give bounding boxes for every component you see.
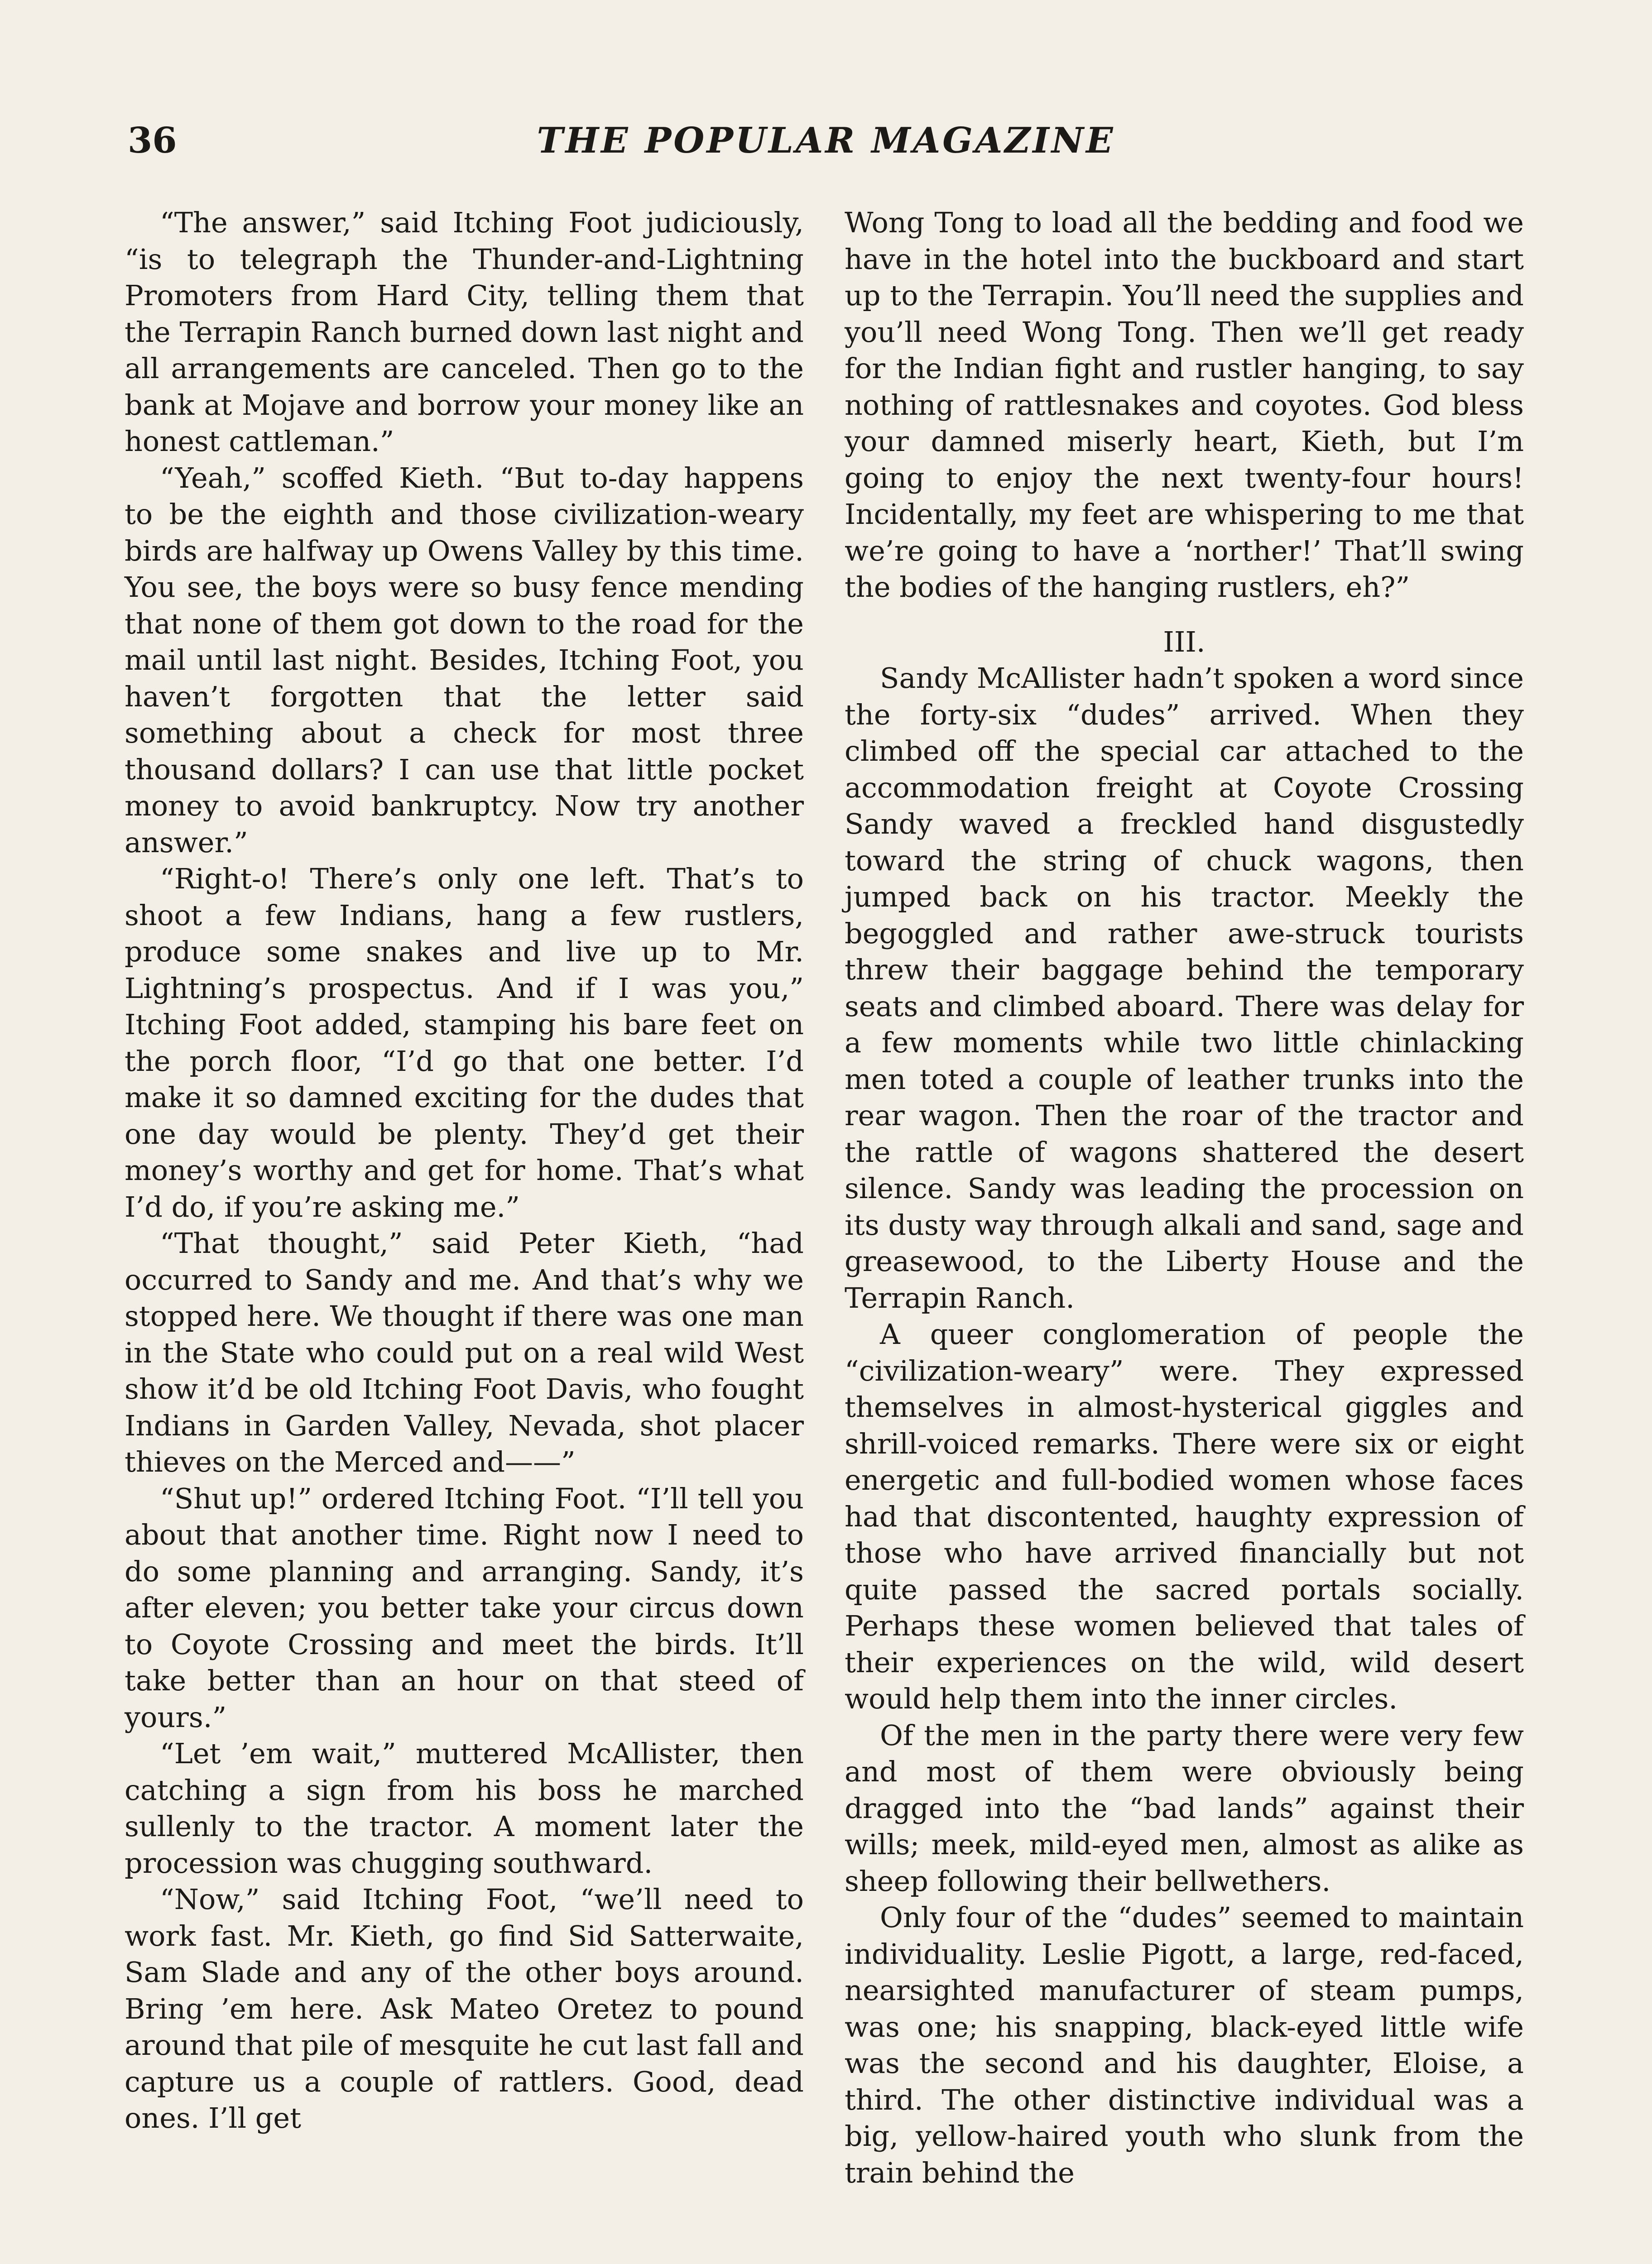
left-column xyxy=(125,205,804,2137)
paragraph: “The answer,” said Itching Foot judiciously, “is to telegraph the Thunder-and-Lightning Promoters from Hard City, telling them that the Terrapin Ranch burned down last night and all arrangements are canceled. Then go to the bank at Mojave and borrow your money like an honest cattleman.” xyxy=(125,206,804,458)
paragraph: Only four of the “dudes” seemed to maintain individuality. Leslie Pigott, a large, red-faced, nearsighted manufacturer of steam pumps, was one; his snapping, black-eyed little wife was the second and his daughter, Eloise, a third. The other distinctive individual was a big, yellow-haired youth who slunk from the train behind the xyxy=(845,1901,1524,2189)
paragraph: “Now,” said Itching Foot, “we’ll need to work fast. Mr. Kieth, go find Sid Satterwaite, Sam Slade and any of the other boys around. Bring ’em here. Ask Mateo Oretez to pound around that pile of mesquite he cut last fall and capture us a couple of rattlers. Good, dead ones. I’ll get xyxy=(125,1883,804,2134)
paragraph: A queer conglomeration of people the “civilization-weary” were. They expressed themselves in almost-hysterical giggles and shrill-voiced remarks. There were six or eight energetic and full-bodied women whose faces had that discontented, haughty expression of those who have arrived financially but not quite passed the sacred portals socially. Perhaps these women believed that tales of their experiences on the wild, wild desert would help them into the inner circles. xyxy=(845,1318,1524,1715)
running-head: THE POPULAR MAGAZINE xyxy=(537,120,1115,161)
section-heading: III. xyxy=(1163,625,1205,658)
paragraph: “Shut up!” ordered Itching Foot. “I’ll tell you about that another time. Right now I need to do some planning and arranging. Sandy, it’s after eleven; you better take your circus down to Coyote Crossing and meet the birds. It’ll take better than an hour on that steed of yours.” xyxy=(125,1482,804,1734)
page-number: 36 xyxy=(128,120,177,161)
paragraph: “Right-o! There’s only one left. That’s to shoot a few Indians, hang a few rustlers, produce some snakes and live up to Mr. Lightning’s prospectus. And if I was you,” Itching Foot added, stamping his bare feet on the porch floor, “I’d go that one better. I’d make it so damned exciting for the dudes that one day would be plenty. They’d get their money’s worthy and get for home. That’s what I’d do, if you’re asking me.” xyxy=(125,862,804,1223)
paragraph: Of the men in the party there were very few and most of them were obviously being dragged into the “bad lands” against their wills; meek, mild-eyed men, almost as alike as sheep following their bellwethers. xyxy=(845,1718,1524,1898)
paragraph: “Yeah,” scoffed Kieth. “But to-day happens to be the eighth and those civilization-weary birds are halfway up Owens Valley by this time. You see, the boys were so busy fence mending that none of them got down to the road for the mail until last night. Besides, Itching Foot, you haven’t forgotten that the letter said something about a check for most three thousand dollars? I can use that little pocket money to avoid bankruptcy. Now try another answer.” xyxy=(125,461,804,859)
right-column xyxy=(845,205,1524,2191)
paragraph: “That thought,” said Peter Kieth, “had occurred to Sandy and me. And that’s why we stopped here. We thought if there was one man in the State who could put on a real wild West show it’d be old Itching Foot Davis, who fought Indians in Garden Valley, Nevada, shot placer thieves on the Merced and——” xyxy=(125,1227,804,1478)
continued-paragraph: Wong Tong to load all the bedding and food we have in the hotel into the buckboard and start up to the Terrapin. You’ll need the supplies and you’ll need Wong Tong. Then we’ll get ready for the Indian fight and rustler hanging, to say nothing of rattlesnakes and coyotes. God bless your damned miserly heart, Kieth, but I’m going to enjoy the next twenty-four hours! Incidentally, my feet are whispering to me that we’re going to have a ‘norther!’ That’ll swing the bodies of the hanging rustlers, eh?” xyxy=(845,206,1524,604)
paragraph: “Let ’em wait,” muttered McAllister, then catching a sign from his boss he marched sullenly to the tractor. A moment later the procession was chugging southward. xyxy=(125,1737,804,1880)
paragraph: Sandy McAllister hadn’t spoken a word since the forty-six “dudes” arrived. When they climbed off the special car attached to the accommodation freight at Coyote Crossing Sandy waved a freckled hand disgustedly toward the string of chuck wagons, then jumped back on his tractor. Meekly the begoggled and rather awe-struck tourists threw their baggage behind the temporary seats and climbed aboard. There was delay for a few moments while two little chinlacking men toted a couple of leather trunks into the rear wagon. Then the roar of the tractor and the rattle of wagons shattered the desert silence. Sandy was leading the procession on its dusty way through alkali and sand, sage and greasewood, to the Liberty House and the Terrapin Ranch. xyxy=(845,662,1524,1314)
